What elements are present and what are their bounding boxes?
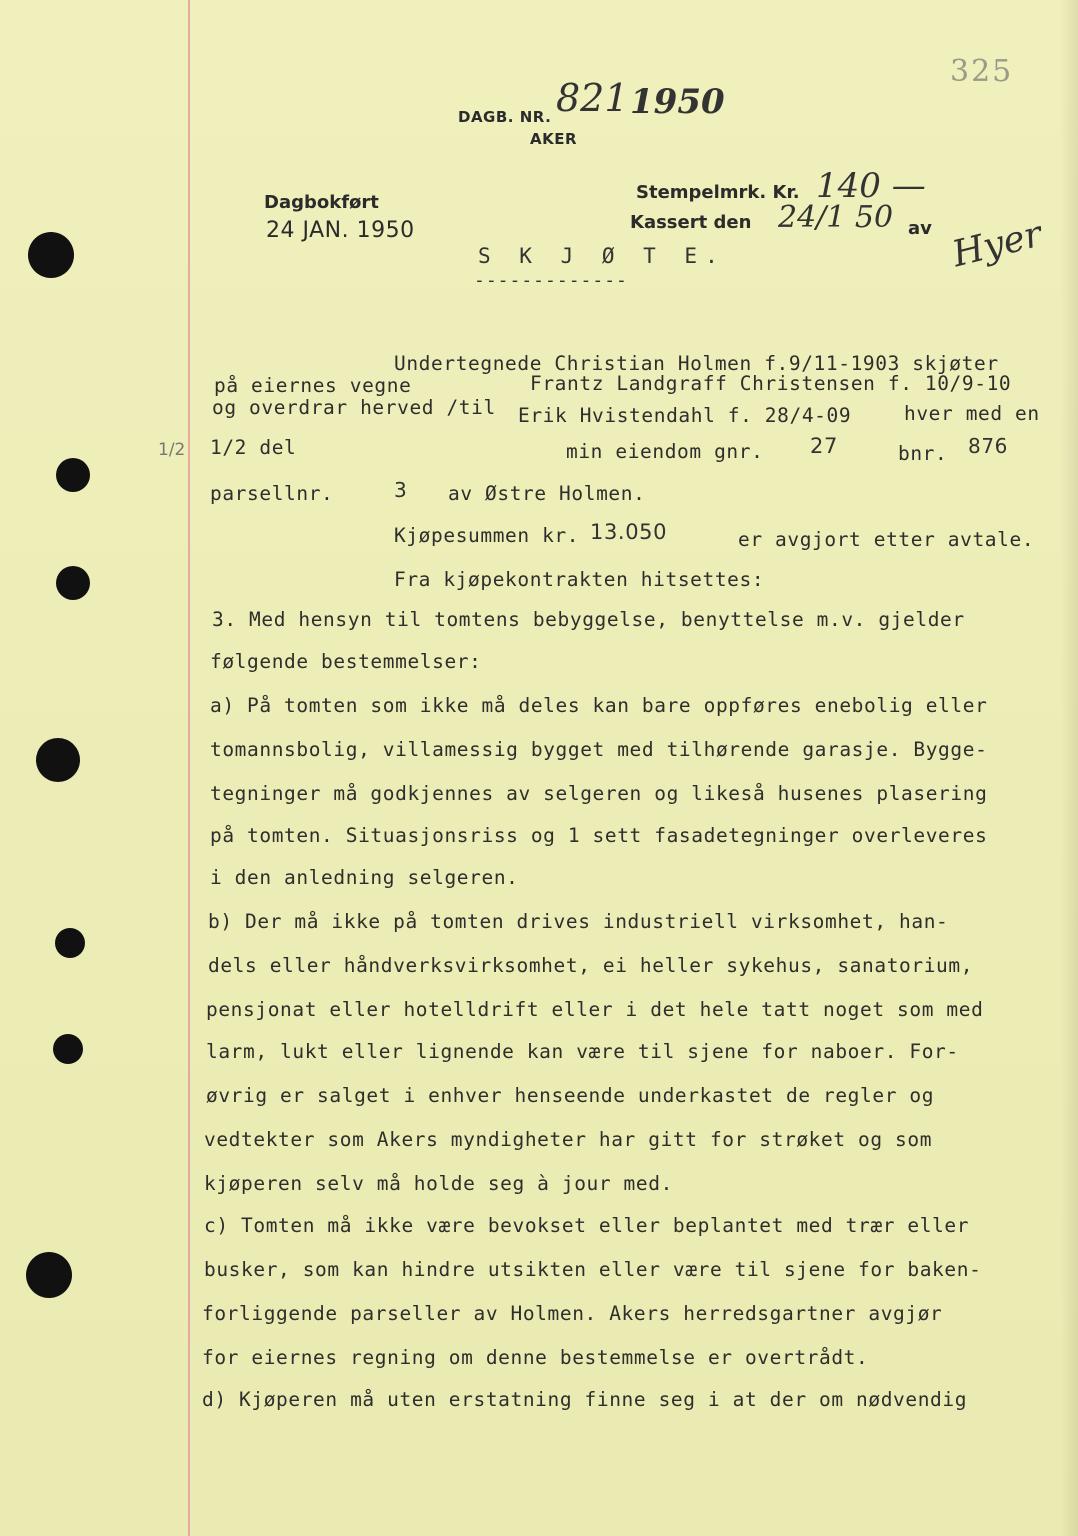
text-line: Kjøpesummen kr. xyxy=(394,524,580,547)
punch-hole xyxy=(36,738,80,782)
text-line: vedtekter som Akers myndigheter har gitt for strøket og som xyxy=(204,1128,933,1151)
punch-hole xyxy=(28,232,74,278)
text-line: 876 xyxy=(968,434,1008,458)
text-line: forliggende parseller av Holmen. Akers herredsgartner avgjør xyxy=(202,1302,943,1325)
dagbokfort-label: Dagbokført xyxy=(264,192,379,213)
text-line: 13.050 xyxy=(590,520,668,544)
dagb-number-handwritten: 821 xyxy=(556,76,629,120)
text-line: 3. Med hensyn til tomtens bebyggelse, benyttelse m.v. gjelder xyxy=(212,608,965,631)
text-line: på tomten. Situasjonsriss og 1 sett fasadetegninger overleveres xyxy=(210,824,988,847)
aker-stamp: AKER xyxy=(530,130,578,148)
text-line: kjøperen selv må holde seg à jour med. xyxy=(204,1172,673,1195)
stempel-label: Stempelmrk. Kr. xyxy=(636,182,800,203)
text-line: larm, lukt eller lignende kan være til sjene for naboer. For- xyxy=(206,1040,959,1063)
text-line: c) Tomten må ikke være bevokset eller beplantet med trær eller xyxy=(204,1214,970,1237)
dagbokfort-date: 24 JAN. 1950 xyxy=(266,218,415,243)
text-line: for eiernes regning om denne bestemmelse er overtrådt. xyxy=(202,1346,869,1369)
dagb-year-handwritten: 1950 xyxy=(630,82,725,122)
document-title: S K J Ø T E. xyxy=(478,244,726,268)
margin-note: 1/2 xyxy=(158,440,186,460)
text-line: 3 xyxy=(394,478,408,502)
dagb-stamp: DAGB. NR. xyxy=(458,108,552,126)
text-line: pensjonat eller hotelldrift eller i det hele tatt noget som med xyxy=(206,998,984,1021)
title-underline: ------------- xyxy=(474,270,628,291)
text-line: b) Der må ikke på tomten drives industriell virksomhet, han- xyxy=(208,910,949,933)
punch-hole xyxy=(56,458,90,492)
punch-hole xyxy=(55,928,85,958)
page-number: 325 xyxy=(950,54,1014,89)
text-line: av Østre Holmen. xyxy=(448,482,646,505)
punch-hole xyxy=(53,1034,83,1064)
text-line: 1/2 del xyxy=(210,436,297,459)
text-line: Undertegnede Christian Holmen f.9/11-1903 skjøter xyxy=(394,352,999,375)
punch-hole xyxy=(26,1252,72,1298)
text-line: Fra kjøpekontrakten hitsettes: xyxy=(394,568,765,591)
punch-hole xyxy=(56,566,90,600)
text-line: Erik Hvistendahl f. 28/4-09 xyxy=(518,404,852,427)
signature-handwritten: Hyer xyxy=(948,213,1046,276)
text-line: dels eller håndverksvirksomhet, ei heller sykehus, sanatorium, xyxy=(208,954,974,977)
text-line: er avgjort etter avtale. xyxy=(738,528,1035,551)
kassert-label: Kassert den xyxy=(630,212,752,233)
text-line: bnr. xyxy=(898,442,948,465)
text-line: og overdrar herved /til xyxy=(212,396,496,419)
text-line: busker, som kan hindre utsikten eller være til sjene for baken- xyxy=(204,1258,982,1281)
text-line: tegninger må godkjennes av selgeren og likeså husenes plasering xyxy=(210,782,988,805)
margin-line xyxy=(188,0,190,1536)
text-line: følgende bestemmelser: xyxy=(210,650,482,673)
text-line: parsellnr. xyxy=(210,482,334,505)
text-line: 27 xyxy=(810,434,838,458)
text-line: min eiendom gnr. xyxy=(566,440,764,463)
page-edge-shadow xyxy=(1060,0,1078,1536)
text-line: på eiernes vegne xyxy=(214,374,412,397)
kassert-suffix: av xyxy=(908,218,932,239)
text-line: d) Kjøperen må uten erstatning finne seg i at der om nødvendig xyxy=(202,1388,968,1411)
stempel-amount-handwritten: 140 — xyxy=(816,166,926,206)
text-line: a) På tomten som ikke må deles kan bare oppføres enebolig eller xyxy=(210,694,988,717)
text-line: i den anledning selgeren. xyxy=(210,866,519,889)
text-line: hver med en xyxy=(904,402,1040,425)
kassert-date-handwritten: 24/1 50 xyxy=(778,200,894,235)
text-line: øvrig er salget i enhver henseende underkastet de regler og xyxy=(206,1084,935,1107)
text-line: tomannsbolig, villamessig bygget med tilhørende garasje. Bygge- xyxy=(210,738,988,761)
text-line: Frantz Landgraff Christensen f. 10/9-10 xyxy=(530,372,1012,395)
